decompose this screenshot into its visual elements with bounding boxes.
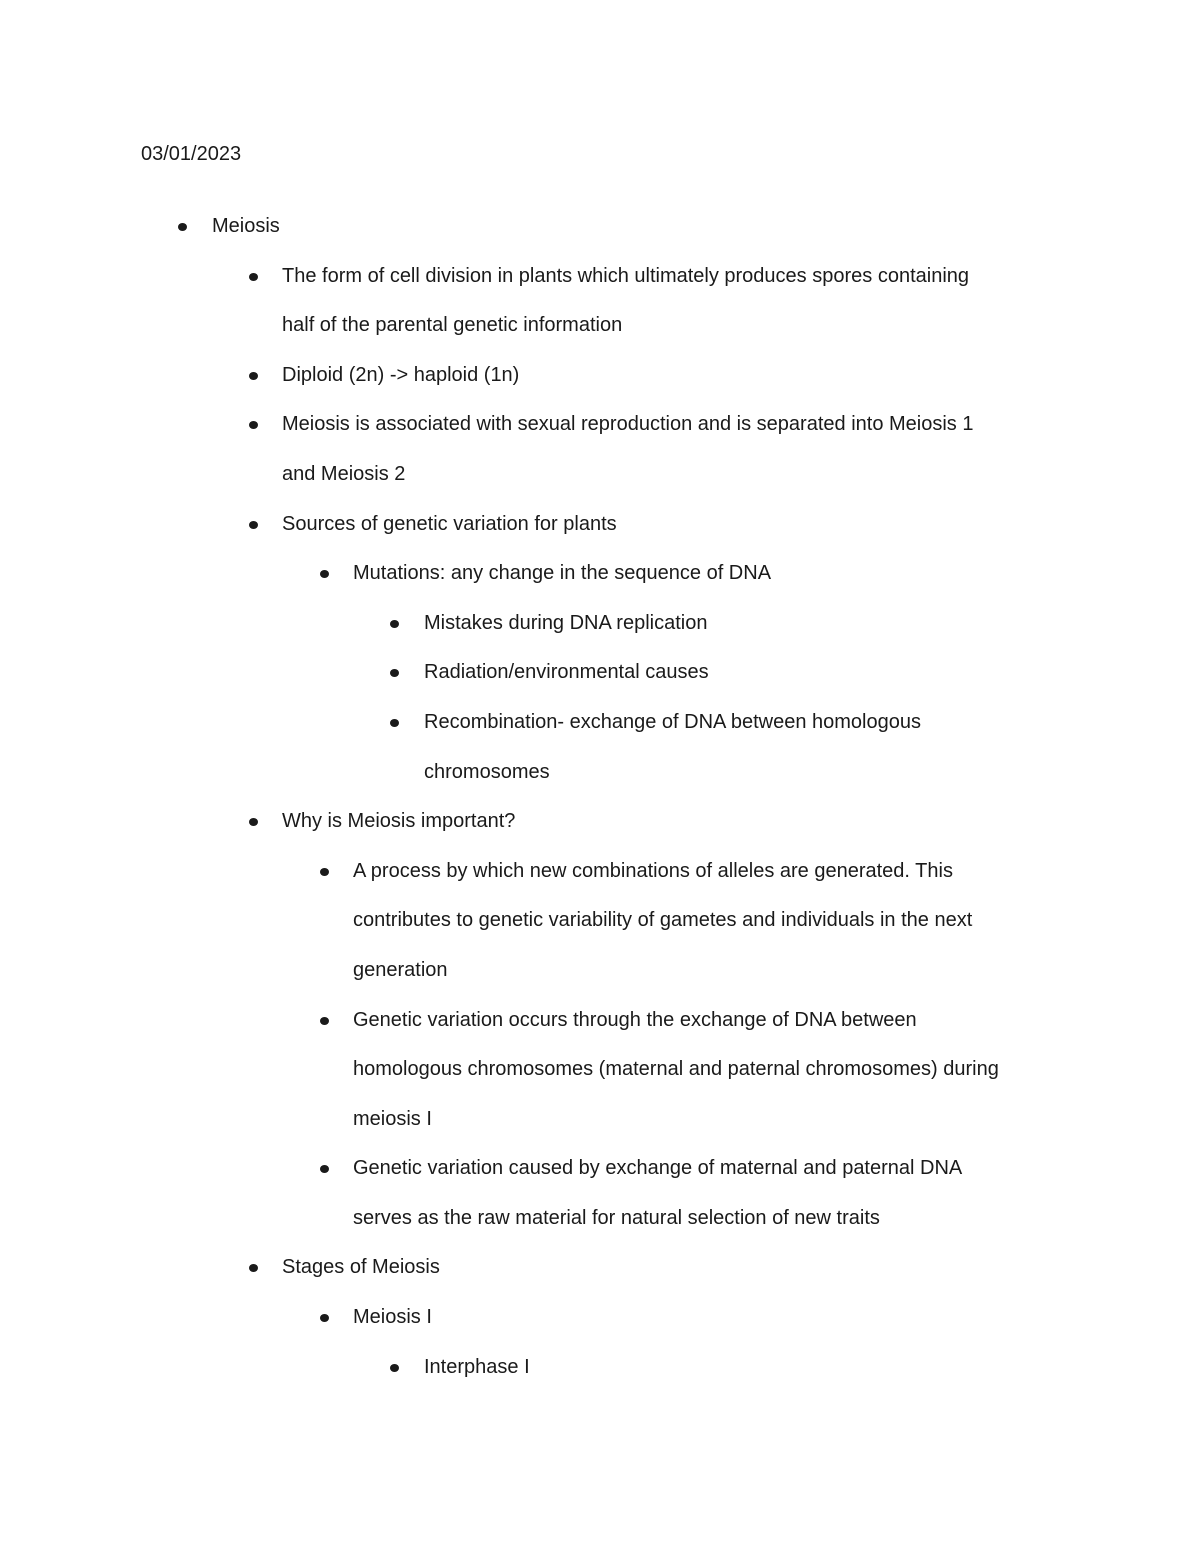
list-item <box>0 847 1200 897</box>
list-item-continuation <box>0 896 1200 946</box>
list-item-text: serves as the raw material for natural selection of new traits <box>353 1206 880 1229</box>
list-item <box>0 500 1200 550</box>
list-item-text: Sources of genetic variation for plants <box>282 512 617 535</box>
bullet-icon <box>249 818 258 826</box>
list-item-text: A process by which new combinations of alleles are generated. This <box>353 859 953 882</box>
list-item-continuation <box>0 450 1200 500</box>
list-item <box>0 1243 1200 1293</box>
bullet-icon <box>249 521 258 529</box>
list-item-text: The form of cell division in plants which ultimately produces spores containing <box>282 264 970 287</box>
list-item <box>0 698 1200 748</box>
list-item <box>0 599 1200 649</box>
bullet-icon <box>249 1264 258 1272</box>
bullet-icon <box>249 421 258 429</box>
list-item-text: Interphase I <box>424 1355 530 1378</box>
list-item <box>0 549 1200 599</box>
list-item-continuation <box>0 1194 1200 1244</box>
list-item-text: Meiosis <box>212 215 280 237</box>
bullet-icon <box>320 868 329 876</box>
bullet-icon <box>178 223 187 231</box>
list-item <box>0 648 1200 698</box>
list-item-text: and Meiosis 2 <box>282 462 406 485</box>
list-item <box>0 1293 1200 1343</box>
list-item-text: Mutations: any change in the sequence of DNA <box>353 562 772 585</box>
bullet-icon <box>249 372 258 380</box>
bullet-icon <box>320 1314 329 1322</box>
note-date: 03/01/2023 <box>141 143 242 165</box>
list-item <box>0 1144 1200 1194</box>
list-item-text: Genetic variation occurs through the exchange of DNA between <box>353 1008 917 1031</box>
list-item-text: Why is Meiosis important? <box>282 810 516 833</box>
bullet-icon <box>320 570 329 578</box>
bullet-icon <box>390 620 399 628</box>
list-item-text: Diploid (2n) -> haploid (1n) <box>282 363 520 386</box>
list-item-text: Stages of Meiosis <box>282 1256 440 1279</box>
list-item-text: Genetic variation caused by exchange of maternal and paternal DNA <box>353 1157 963 1180</box>
list-item-continuation <box>0 946 1200 996</box>
list-item-continuation <box>0 1095 1200 1145</box>
bullet-icon <box>390 719 399 727</box>
list-item-text: Mistakes during DNA replication <box>424 611 708 634</box>
list-item-text: half of the parental genetic information <box>282 314 623 337</box>
list-item <box>0 996 1200 1046</box>
list-item-text: meiosis I <box>353 1107 432 1130</box>
list-item-continuation <box>0 301 1200 351</box>
list-item-continuation <box>0 1045 1200 1095</box>
list-item-text: Recombination- exchange of DNA between homologous <box>424 710 921 733</box>
bullet-icon <box>390 1364 399 1372</box>
bullet-icon <box>249 273 258 281</box>
list-item <box>0 351 1200 401</box>
list-item <box>0 400 1200 450</box>
list-item <box>0 252 1200 302</box>
list-item-text: chromosomes <box>424 760 550 783</box>
list-item-text: homologous chromosomes (maternal and paternal chromosomes) during <box>353 1058 999 1081</box>
bullet-icon <box>320 1165 329 1173</box>
list-item-text: contributes to genetic variability of gametes and individuals in the next <box>353 909 973 932</box>
list-item-text: generation <box>353 958 448 981</box>
list-item-text: Meiosis is associated with sexual reproduction and is separated into Meiosis 1 <box>282 413 974 436</box>
list-item <box>0 202 1200 252</box>
list-item-text: Radiation/environmental causes <box>424 661 709 684</box>
bullet-icon <box>320 1017 329 1025</box>
list-item-text: Meiosis I <box>353 1306 432 1329</box>
bullet-icon <box>390 669 399 677</box>
list-item <box>0 1343 1200 1393</box>
bullet-outline <box>0 202 1200 1392</box>
list-item-continuation <box>0 748 1200 798</box>
list-item <box>0 797 1200 847</box>
